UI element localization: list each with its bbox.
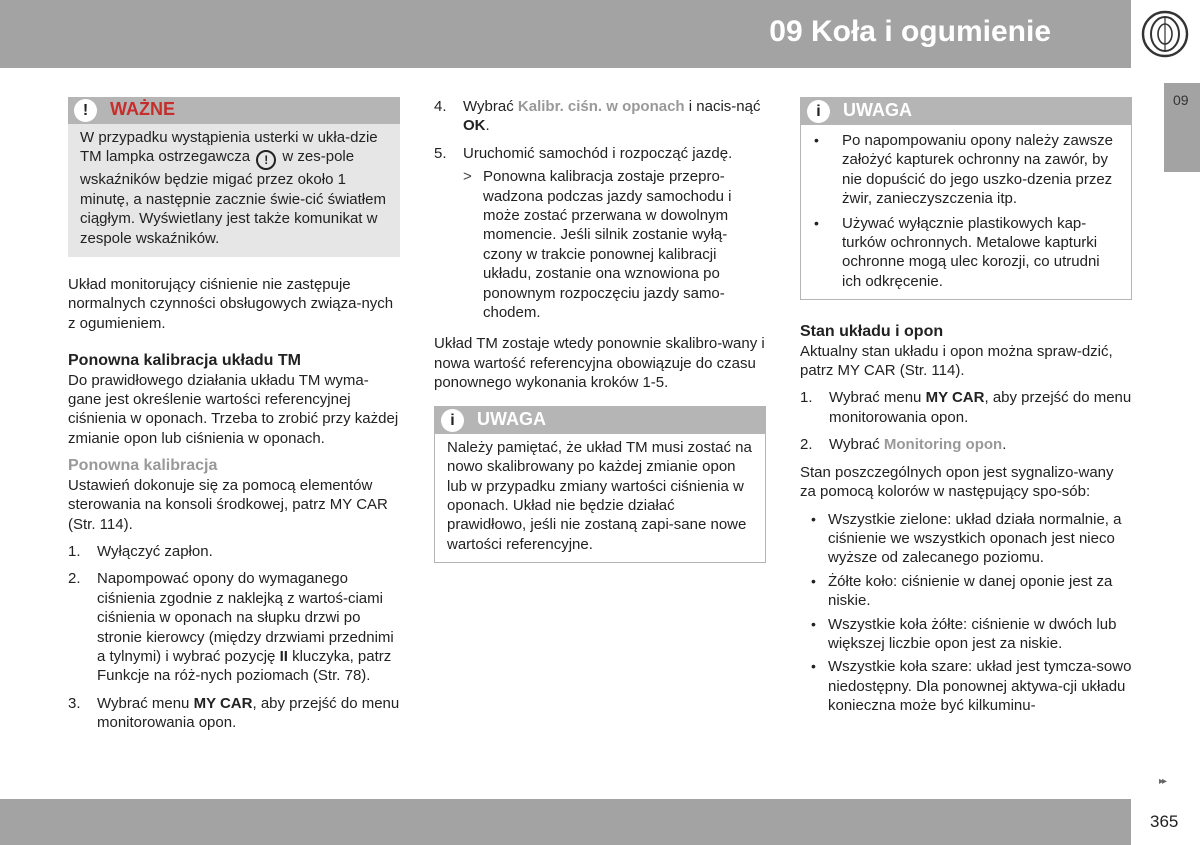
step-text: . bbox=[1002, 436, 1007, 454]
list-item: • Po napompowaniu opony należy zawsze założyć kapturek ochronny na zawór, by nie dopuścić do jego uszko-dzenia przez żwir, zanieczyszczenia itp. bbox=[813, 131, 1119, 209]
chapter-title: 09 Koła i ogumienie bbox=[769, 15, 1051, 48]
recalibration-steps-cont bbox=[434, 97, 766, 163]
step-text: Wybrać menu bbox=[829, 389, 922, 407]
list-item: • Wszystkie zielone: układ działa normalnie, a ciśnienie we wszystkich oponach jest nieco wyższe od zalecanego poziomu. bbox=[800, 510, 1132, 568]
substep-text: Ponowna kalibracja zostaje przepro-wadzona podczas jazdy samochodu i może zostać przerwana w dowolnym momencie. Jeśli silnik zostanie wyłą-czony w trakcie ponownej kalibracji układu, zostanie ona wznowiona po ponownym rozpoczęciu jazdy samo-chodem. bbox=[483, 168, 732, 322]
warning-text bbox=[68, 124, 400, 257]
list-item bbox=[68, 694, 400, 733]
chapter-icon-box bbox=[1131, 0, 1200, 68]
list-item bbox=[800, 435, 1132, 454]
note-box bbox=[434, 406, 766, 563]
step-text: Wyłączyć zapłon. bbox=[97, 542, 213, 560]
column-left bbox=[68, 97, 400, 733]
step-text: , aby przejść do menu monitorowania opon. bbox=[829, 389, 1132, 426]
warning-header bbox=[68, 97, 400, 124]
note-title: UWAGA bbox=[477, 408, 546, 429]
status-paragraph: Aktualny stan układu i opon można spraw-dzić, patrz MY CAR (Str. 114). bbox=[800, 342, 1113, 380]
note-bullets bbox=[813, 131, 1119, 291]
menu-keyword: Monitoring opon bbox=[883, 436, 1003, 454]
step-text: Wybrać bbox=[829, 436, 880, 454]
info-icon: i bbox=[441, 409, 464, 432]
step-number: 2. bbox=[800, 436, 813, 454]
page-number: 365 bbox=[1150, 812, 1179, 831]
menu-keyword: Kalibr. ciśn. w oponach bbox=[517, 98, 685, 115]
list-item bbox=[434, 97, 766, 136]
tm-warning-lamp-icon: ! bbox=[256, 150, 276, 170]
list-item: • Używać wyłącznie plastikowych kap-turków ochronnych. Metalowe kapturki ochronne mogą ulec korozji, co utrudni ich odkręcenie. bbox=[813, 214, 1119, 292]
step-number: 5. bbox=[434, 144, 447, 162]
step-text: . bbox=[485, 117, 490, 135]
note-title: UWAGA bbox=[843, 100, 912, 120]
recalibration-steps bbox=[68, 542, 400, 733]
column-right bbox=[800, 97, 1132, 716]
step-number: 2. bbox=[68, 570, 81, 588]
list-item bbox=[800, 388, 1132, 427]
warning-text-a: W przypadku wystąpienia usterki w ukła-dzie TM lampka ostrzegawcza bbox=[80, 129, 378, 166]
step-text: Wybrać bbox=[463, 98, 514, 115]
footer-bar bbox=[0, 799, 1131, 845]
chapter-header-bar bbox=[0, 0, 1131, 68]
substep bbox=[434, 167, 766, 322]
step-text: Uruchomić samochód i rozpocząć jazdę. bbox=[463, 144, 733, 162]
recalibration-paragraph: Do prawidłowego działania układu TM wyma-gane jest określenie wartości referencyjnej ciśnienia w oponach. Trzeba to zrobić przy każdej zmianie opon lub ciśnienia w oponach. bbox=[68, 371, 399, 447]
list-item bbox=[68, 569, 400, 685]
list-item: • Żółte koło: ciśnienie w danej oponie jest za niskie. bbox=[800, 572, 1132, 611]
step-number: 1. bbox=[800, 389, 813, 407]
warning-title: WAŻNE bbox=[110, 99, 175, 119]
step-bold: II bbox=[279, 647, 288, 665]
warning-text-b: w zes-pole wskaźników będzie migać przez około 1 minutę, a następnie zacznie świe-cić światłem ciągłym. Wyświetlany jest także komunikat w zespole wskaźników. bbox=[80, 148, 386, 247]
step-number: 4. bbox=[434, 98, 447, 115]
note-header bbox=[801, 98, 1131, 125]
section-heading-status: Stan układu i opon bbox=[800, 323, 944, 341]
info-icon: i bbox=[807, 100, 830, 123]
step-number: 1. bbox=[68, 542, 81, 560]
step-text: kluczyka, patrz Funkcje na róż-nych poziomach (Str. 78). bbox=[97, 647, 392, 685]
status-steps bbox=[800, 388, 1132, 454]
note-header bbox=[435, 407, 765, 434]
step-bold: MY CAR bbox=[925, 389, 985, 407]
continue-arrows-icon: ▸▸ bbox=[1159, 776, 1166, 787]
list-item bbox=[68, 542, 400, 561]
result-paragraph: Układ TM zostaje wtedy ponownie skalibro-wany i nowa wartość referencyjna obowiązuje do czasu ponownego wykonania kroków 1-5. bbox=[434, 335, 765, 392]
step-bold: OK bbox=[463, 117, 486, 135]
step-bold: MY CAR bbox=[193, 694, 253, 712]
list-item: • Wszystkie koła szare: układ jest tymcza-sowo niedostępny. Dla ponownej aktywa-cji układu konieczna może być kilkuminu- bbox=[800, 657, 1132, 715]
step-text: Napompować opony do wymaganego ciśnienia zgodnie z naklejką z wartoś-ciami ciśnienia w oponach na słupku drzwi po stronie kierowcy (między drzwiami przednimi a tylnymi) i wybrać pozycję bbox=[97, 570, 394, 665]
note-body bbox=[801, 125, 1131, 299]
section-heading-recalibration: Ponowna kalibracja układu TM bbox=[68, 352, 301, 370]
chapter-tab[interactable] bbox=[1164, 83, 1200, 172]
warning-icon: ! bbox=[74, 99, 97, 122]
chapter-tab-label: 09 bbox=[1173, 92, 1189, 108]
substep-marker: > bbox=[463, 168, 472, 186]
column-middle bbox=[434, 97, 766, 563]
warning-box bbox=[68, 97, 400, 257]
step-text: , aby przejść do menu monitorowania opon. bbox=[97, 694, 400, 732]
subheading-recalibration: Ponowna kalibracja bbox=[68, 457, 218, 475]
status-bullets bbox=[800, 510, 1132, 716]
note-box bbox=[800, 97, 1132, 300]
recalibration-intro: Ustawień dokonuje się za pomocą elementów sterowania na konsoli środkowej, patrz MY CAR (Str. 114). bbox=[68, 476, 388, 533]
note-text: Należy pamiętać, że układ TM musi zostać na nowo skalibrowany po każdej zmianie opon lub w przypadku zmiany wartości ciśnienia w oponach. Układ nie będzie działać prawidłowo, jeśli nie zostaną zapi-sane nowe wartości referencyjne. bbox=[447, 438, 752, 553]
step-text: i nacis-nąć bbox=[688, 98, 761, 115]
list-item bbox=[434, 144, 766, 163]
list-item: • Wszystkie koła żółte: ciśnienie w dwóch lub większej liczbie opon jest za niskie. bbox=[800, 615, 1132, 654]
intro-paragraph: Układ monitorujący ciśnienie nie zastępuje normalnych czynności obsługowych związa-nych z ogumieniem. bbox=[68, 276, 394, 332]
tire-icon bbox=[1140, 9, 1190, 59]
status-colors-paragraph: Stan poszczególnych opon jest sygnalizo-wany za pomocą kolorów w następujący spo-sób: bbox=[800, 463, 1114, 501]
step-number: 3. bbox=[68, 694, 81, 712]
step-text: Wybrać menu bbox=[97, 694, 190, 712]
